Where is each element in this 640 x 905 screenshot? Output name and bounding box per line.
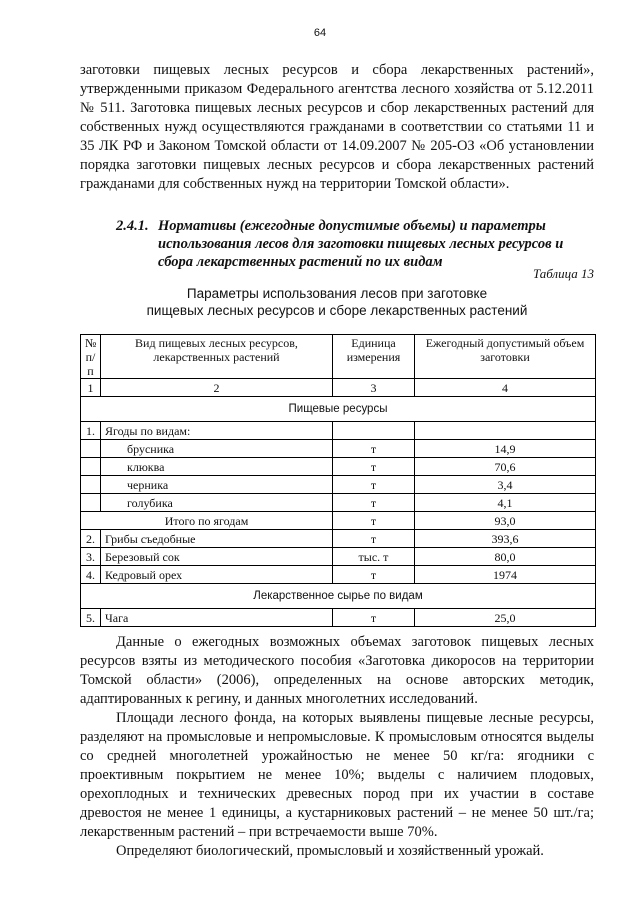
index-cell: 3 — [333, 379, 415, 397]
table-row — [81, 422, 596, 440]
paragraph-harvest: Определяют биологический, промысловый и хозяйственный урожай. — [116, 843, 544, 859]
row-num: 1. — [81, 422, 101, 440]
row-name: Чага — [101, 609, 333, 627]
row-unit: т — [333, 458, 415, 476]
row-name: голубика — [101, 494, 333, 512]
total-unit: т — [333, 512, 415, 530]
body-paragraphs — [80, 633, 594, 861]
section-line1: Нормативы (ежегодные допустимые объемы) и параметры — [158, 218, 546, 234]
intro-paragraph — [80, 61, 594, 194]
section-food-label: Пищевые ресурсы — [81, 397, 596, 422]
index-cell: 2 — [101, 379, 333, 397]
row-num — [81, 494, 101, 512]
row-num: 5. — [81, 609, 101, 627]
intro-text: заготовки пищевых лесных ресурсов и сбора лекарственных растений», утвержденными приказом Федерального агентства лесного хозяйства от 5.12.2011 № 511. Заготовка пищевых лесных ресурсов и сбор лекарственных растений для собственных нужд осуществляются гражданами в соответствии со статьями 11 и 35 ЛК РФ и Законом Томской области от 14.09.2007 № 205-ОЗ «Об установлении порядка заготовки пищевых лесных ресурсов и сбора лекарственных растений гражданами для собственных нужд на территории Томской области». — [80, 62, 594, 192]
row-name: брусника — [101, 440, 333, 458]
table-row — [81, 566, 596, 584]
row-unit: т — [333, 609, 415, 627]
total-name: Итого по ягодам — [81, 512, 333, 530]
paragraph-data-source: Данные о ежегодных возможных объемах заготовок пищевых лесных ресурсов взяты из методического пособия «Заготовка дикоросов на территории Томской области» (2006), определенных на основе авторских методик, адаптированных к регину, и данных многолетних исследований. — [80, 634, 594, 707]
table-title — [80, 285, 594, 319]
row-unit: тыс. т — [333, 548, 415, 566]
index-cell: 1 — [81, 379, 101, 397]
row-unit: т — [333, 476, 415, 494]
row-name: Ягоды по видам: — [101, 422, 333, 440]
header-unit: Единица измерения — [333, 335, 415, 379]
table-label: Таблица 13 — [532, 266, 594, 281]
row-value: 70,6 — [415, 458, 596, 476]
section-row-medicinal — [81, 584, 596, 609]
row-value: 3,4 — [415, 476, 596, 494]
row-name: клюква — [101, 458, 333, 476]
header-kind: Вид пищевых лесных ресурсов, лекарственных растений — [101, 335, 333, 379]
row-unit: т — [333, 440, 415, 458]
row-num — [81, 476, 101, 494]
page-number: 64 — [313, 27, 327, 39]
table-index-row — [81, 379, 596, 397]
row-unit: т — [333, 530, 415, 548]
section-number: 2.4.1. — [116, 218, 149, 234]
section-heading-line1 — [116, 217, 594, 235]
table-row — [81, 548, 596, 566]
row-value: 1974 — [415, 566, 596, 584]
table-row — [81, 530, 596, 548]
table-row — [81, 440, 596, 458]
index-cell: 4 — [415, 379, 596, 397]
row-unit: т — [333, 494, 415, 512]
header-num: № п/п — [81, 335, 101, 379]
row-value: 80,0 — [415, 548, 596, 566]
section-row-food — [81, 397, 596, 422]
table-row — [81, 458, 596, 476]
row-name: Кедровый орех — [101, 566, 333, 584]
row-num: 3. — [81, 548, 101, 566]
row-value: 25,0 — [415, 609, 596, 627]
table-title-line1: Параметры использования лесов при заготовке — [186, 286, 488, 301]
row-unit — [333, 422, 415, 440]
row-name: черника — [101, 476, 333, 494]
row-unit: т — [333, 566, 415, 584]
row-name: Грибы съедобные — [101, 530, 333, 548]
row-value — [415, 422, 596, 440]
row-name: Березовый сок — [101, 548, 333, 566]
row-num — [81, 440, 101, 458]
section-heading — [116, 217, 594, 271]
table-header-row — [81, 335, 596, 379]
table-row — [81, 609, 596, 627]
paragraph-areas: Площади лесного фонда, на которых выявлены пищевые лесные ресурсы, разделяют на промысловые и непромысловые. К промысловым относятся выделы со средней многолетней урожайностью не менее 50 кг/га: ягодники с проективным покрытием не менее 10%; выделы с наличием плодовых, орехоплодных и технических древесных пород при их участии в составе древостоя не менее 1 единицы, а кустарниковых растений – не менее 50 шт./га; лекарственным растений – при встречаемости выше 70%. — [80, 710, 594, 840]
row-num: 2. — [81, 530, 101, 548]
total-row — [81, 512, 596, 530]
row-value: 393,6 — [415, 530, 596, 548]
row-value: 4,1 — [415, 494, 596, 512]
total-value: 93,0 — [415, 512, 596, 530]
table-row — [81, 476, 596, 494]
section-line2: использования лесов для заготовки пищевых лесных ресурсов и — [158, 236, 564, 252]
row-num: 4. — [81, 566, 101, 584]
row-num — [81, 458, 101, 476]
resources-table — [80, 334, 596, 627]
header-volume: Ежегодный допустимый объем заготовки — [415, 335, 596, 379]
table-title-line2: пищевых лесных ресурсов и сборе лекарственных растений — [146, 303, 528, 318]
row-value: 14,9 — [415, 440, 596, 458]
section-line3: сбора лекарственных растений по их видам — [158, 254, 443, 270]
table-row — [81, 494, 596, 512]
section-medicinal-label: Лекарственное сырье по видам — [81, 584, 596, 609]
